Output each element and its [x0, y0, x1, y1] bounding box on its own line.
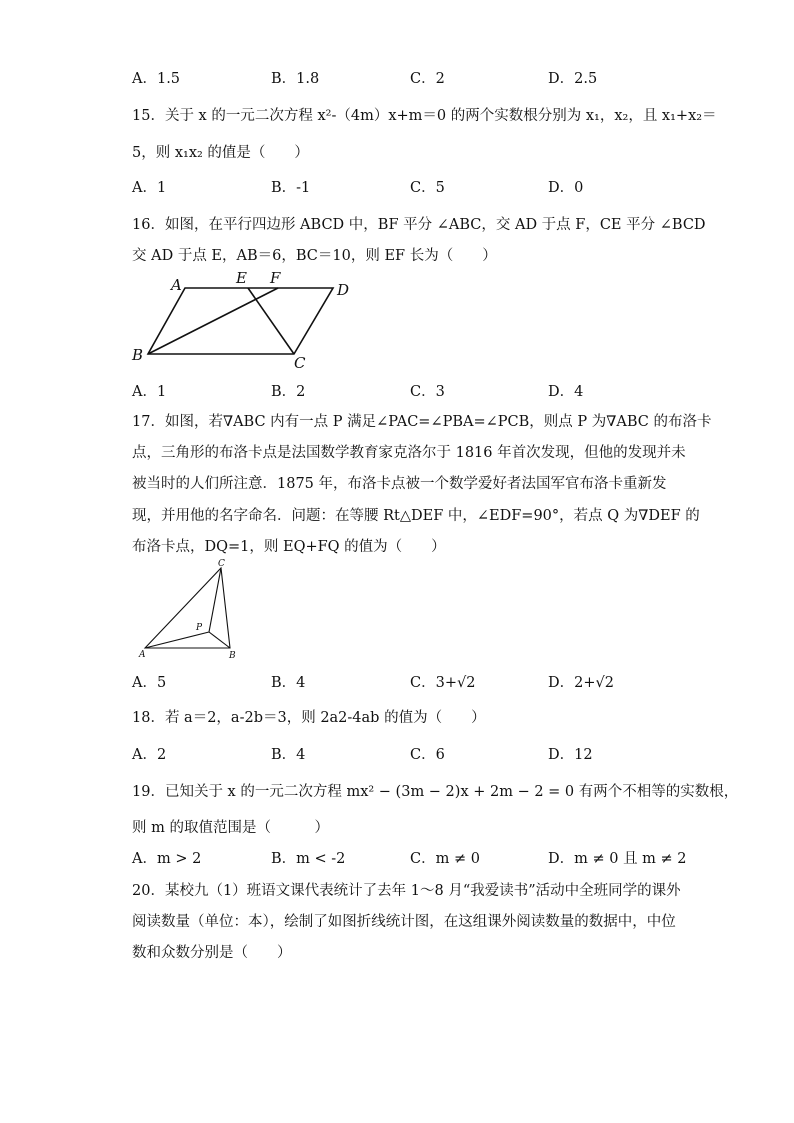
q15-option-c[interactable]: C．5: [410, 180, 445, 196]
q15-options: [132, 176, 692, 196]
q17-options: [132, 671, 692, 691]
q17-stem-line-2: 点，三角形的布洛卡点是法国数学教育家克洛尔于 1816 年首次发现，但他的发现并未: [132, 445, 686, 461]
segment-bf: [148, 288, 278, 354]
label-a: A: [139, 650, 146, 660]
q20-stem-line-1: 20．某校九（1）班语文课代表统计了去年 1～8 月“我爱读书”活动中全班同学的课外: [132, 883, 681, 899]
q16-stem-line-1: 16．如图，在平行四边形 ABCD 中，BF 平分 ∠ABC，交 AD 于点 F，CE 平分 ∠BCD: [132, 217, 706, 233]
segment-ce: [248, 288, 294, 354]
q18-option-c[interactable]: C．6: [410, 747, 445, 763]
q19-option-c[interactable]: C．m ≠ 0: [410, 851, 480, 867]
q15-option-b[interactable]: B．-1: [271, 180, 311, 196]
parallelogram-abcd: [148, 288, 333, 354]
q18-options: [132, 743, 692, 763]
label-c: C: [218, 559, 225, 569]
q20-stem-line-3: 数和众数分别是（ ）: [132, 945, 292, 961]
label-d: D: [337, 281, 350, 299]
q18-option-d[interactable]: D．12: [548, 747, 593, 763]
triangle-abc: [145, 568, 230, 648]
q17-option-d[interactable]: D．2+√2: [548, 675, 614, 691]
q17-stem-line-1: 17．如图，若∇ABC 内有一点 P 满足∠PAC=∠PBA=∠PCB，则点 P 为∇ABC 的布洛卡: [132, 414, 712, 430]
q19-option-a[interactable]: A．m > 2: [132, 851, 202, 867]
q17-option-c[interactable]: C．3+√2: [410, 675, 476, 691]
q16-option-b[interactable]: B．2: [271, 384, 306, 400]
q15-option-d[interactable]: D．0: [548, 180, 584, 196]
q16-stem-line-2: 交 AD 于点 E，AB＝6，BC＝10，则 EF 长为（ ）: [132, 248, 497, 264]
q19-option-d[interactable]: D．m ≠ 0 且 m ≠ 2: [548, 851, 687, 867]
label-e: E: [236, 269, 247, 287]
label-p: P: [196, 623, 203, 633]
label-a: A: [171, 276, 182, 294]
q14-option-a[interactable]: A．1.5: [132, 71, 181, 87]
q19-stem-line-1: 19．已知关于 x 的一元二次方程 mx² − (3m − 2)x + 2m − 2 = 0 有两个不相等的实数根，: [132, 784, 739, 800]
q14-options: [132, 67, 692, 87]
q14-option-b[interactable]: B．1.8: [271, 71, 320, 87]
parallelogram-figure: [128, 266, 368, 372]
q15-stem-line-1: 15．关于 x 的一元二次方程 x²-（4m）x+m＝0 的两个实数根分别为 x₁，x₂，且 x₁+x₂＝: [132, 108, 717, 124]
q16-option-c[interactable]: C．3: [410, 384, 445, 400]
q17-stem-line-3: 被当时的人们所注意．1875 年，布洛卡点被一个数学爱好者法国军官布洛卡重新发: [132, 476, 667, 492]
segment-pb: [209, 632, 230, 648]
q19-stem-line-2: 则 m 的取值范围是（ ）: [132, 820, 329, 836]
label-c: C: [294, 354, 306, 372]
label-b: B: [132, 346, 144, 364]
q16-option-d[interactable]: D．4: [548, 384, 584, 400]
label-b: B: [229, 651, 236, 661]
q18-option-b[interactable]: B．4: [271, 747, 306, 763]
q17-option-a[interactable]: A．5: [132, 675, 167, 691]
segment-pa: [145, 632, 209, 648]
q16-options: [132, 380, 692, 400]
q14-option-d[interactable]: D．2.5: [548, 71, 598, 87]
q14-option-c[interactable]: C．2: [410, 71, 445, 87]
q18-stem-line-1: 18．若 a＝2，a-2b＝3，则 2a2-4ab 的值为（ ）: [132, 710, 486, 726]
q18-option-a[interactable]: A．2: [132, 747, 167, 763]
brocard-triangle-figure: [135, 556, 245, 662]
label-f: F: [270, 269, 281, 287]
q20-stem-line-2: 阅读数量（单位：本），绘制了如图折线统计图，在这组课外阅读数量的数据中，中位: [132, 914, 676, 930]
q19-options: [132, 847, 692, 867]
segment-pc: [209, 568, 221, 632]
q17-option-b[interactable]: B．4: [271, 675, 306, 691]
q19-option-b[interactable]: B．m < -2: [271, 851, 346, 867]
q15-stem-line-2: 5，则 x₁x₂ 的值是（ ）: [132, 145, 309, 161]
q17-stem-line-5: 布洛卡点，DQ=1，则 EQ+FQ 的值为（ ）: [132, 539, 446, 555]
q16-option-a[interactable]: A．1: [132, 384, 167, 400]
q17-stem-line-4: 现，并用他的名字命名．问题：在等腰 Rt△DEF 中，∠EDF=90°，若点 Q 为∇DEF 的: [132, 508, 700, 524]
q15-option-a[interactable]: A．1: [132, 180, 167, 196]
